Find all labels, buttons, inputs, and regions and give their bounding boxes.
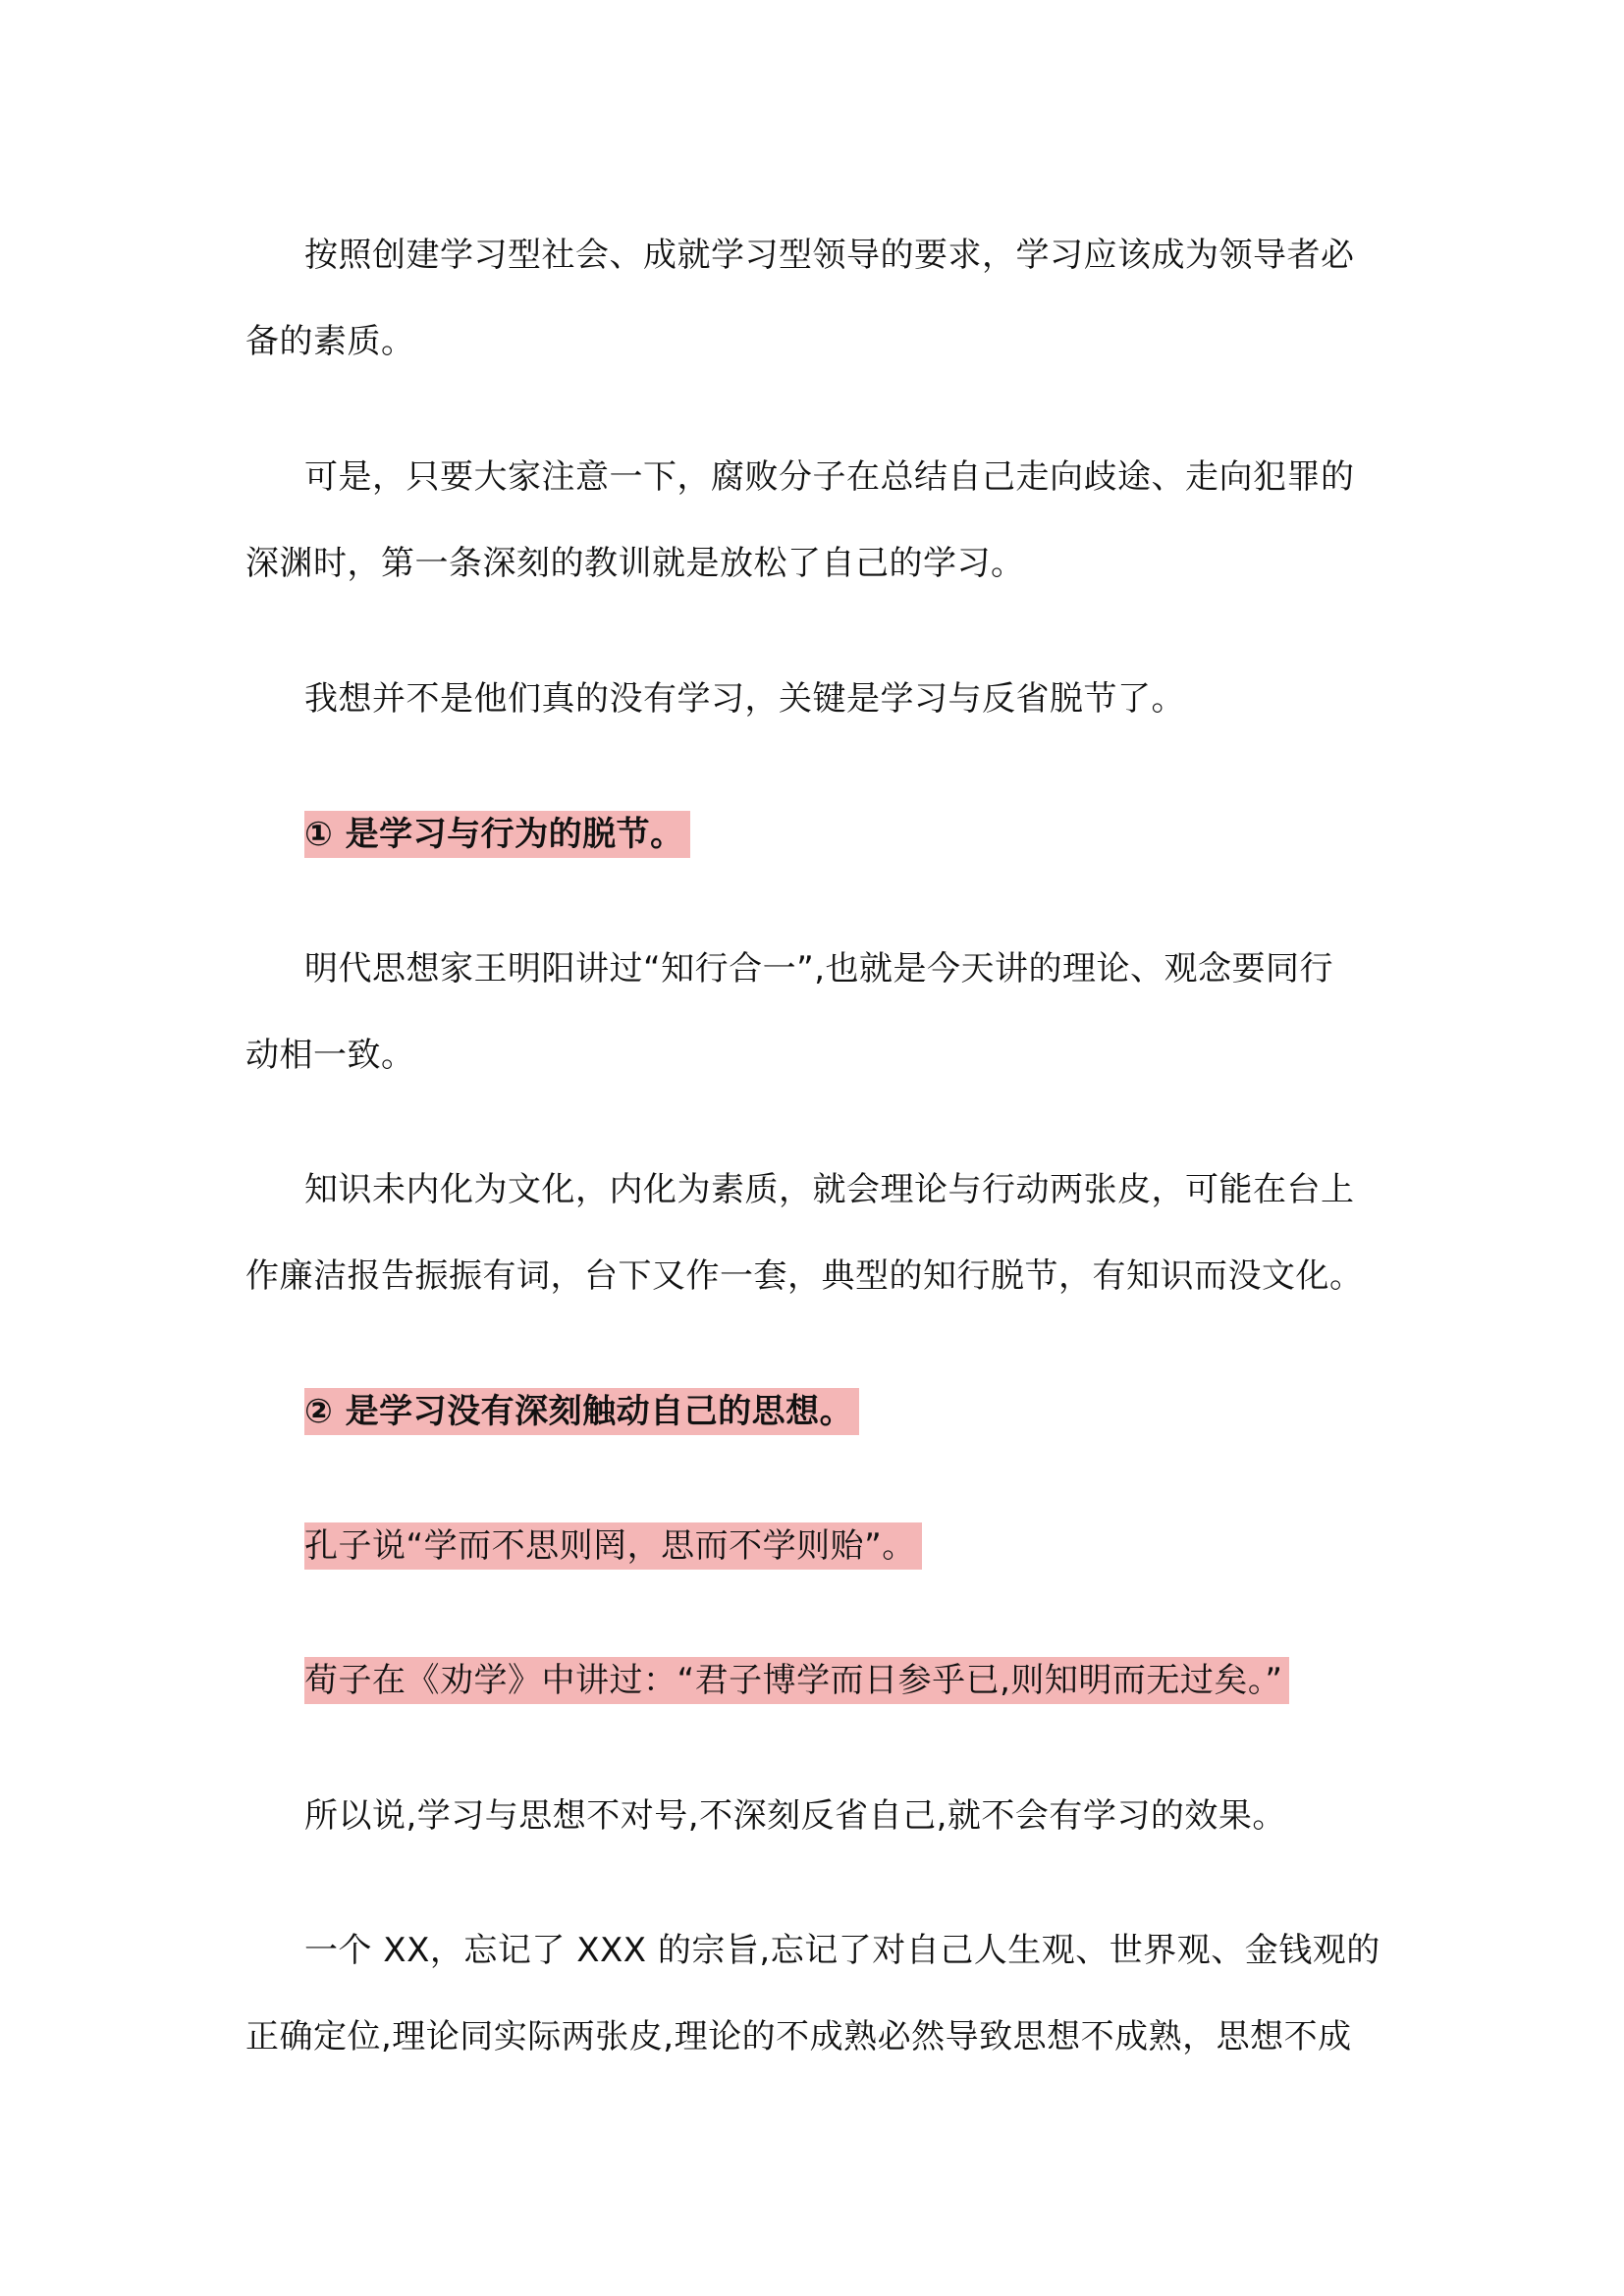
- paragraph-line: 可是，只要大家注意一下，腐败分子在总结自己走向歧途、走向犯罪的: [304, 457, 1355, 497]
- paragraph-reflection: [304, 656, 1394, 742]
- quote-xunzi: [304, 1637, 1394, 1724]
- paragraph-text: 所以说,学习与思想不对号,不深刻反省自己,就不会有学习的效果。: [304, 1796, 1286, 1836]
- paragraph-line: 深渊时，第一条深刻的教训就是放松了自己的学习。: [245, 544, 1025, 583]
- paragraph-wang-yangming: [245, 926, 1394, 1098]
- paragraph-line: 备的素质。: [245, 322, 415, 361]
- highlighted-heading: ① 是学习与行为的脱节。: [304, 811, 690, 858]
- paragraph-xx: [245, 1907, 1394, 2080]
- paragraph-line: 正确定位,理论同实际两张皮,理论的不成熟必然导致思想不成熟，思想不成: [245, 2017, 1352, 2056]
- highlighted-quote: 荀子在《劝学》中讲过：“君子博学而日参乎已,则知明而无过矣。”: [304, 1657, 1289, 1704]
- highlighted-quote: 孔子说“学而不思则罔，思而不学则贻”。: [304, 1522, 922, 1570]
- paragraph-line: 按照创建学习型社会、成就学习型领导的要求，学习应该成为领导者必: [304, 236, 1355, 275]
- paragraph-knowledge: [245, 1147, 1394, 1319]
- paragraph-line: 明代思想家王明阳讲过“知行合一”,也就是今天讲的理论、观念要同行: [304, 949, 1334, 988]
- paragraph-line: 动相一致。: [245, 1036, 415, 1075]
- paragraph-intro: [245, 212, 1394, 385]
- paragraph-line: 知识未内化为文化，内化为素质，就会理论与行动两张皮，可能在台上: [304, 1170, 1355, 1209]
- heading-point-2: [304, 1368, 1394, 1455]
- highlighted-heading: ② 是学习没有深刻触动自己的思想。: [304, 1388, 859, 1435]
- paragraph-line: 作廉洁报告振振有词，台下又作一套，典型的知行脱节，有知识而没文化。: [245, 1256, 1364, 1296]
- paragraph-corruption: [245, 434, 1394, 607]
- paragraph-line: 一个 XX，忘记了 XXX 的宗旨,忘记了对自己人生观、世界观、金钱观的: [304, 1931, 1380, 1970]
- heading-point-1: [304, 791, 1394, 878]
- paragraph-text: 我想并不是他们真的没有学习，关键是学习与反省脱节了。: [304, 679, 1185, 719]
- quote-confucius: [304, 1503, 1394, 1589]
- paragraph-conclusion: [304, 1773, 1394, 1859]
